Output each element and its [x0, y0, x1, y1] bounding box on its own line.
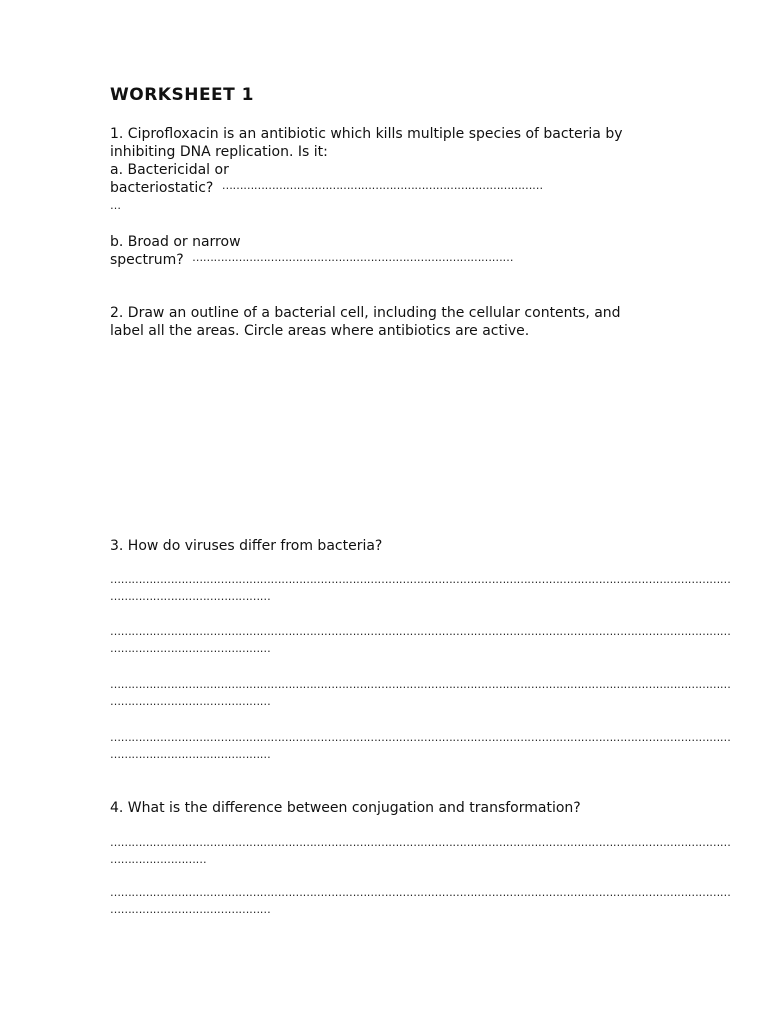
q3-answer-line-3: …………………………………………………………………………………………………………………………………………………………	[110, 678, 731, 691]
q4-answer-line-2-tail: ………………………………………	[110, 903, 271, 916]
q2-text-line-2: label all the areas. Circle areas where antibiotics are active.	[110, 323, 530, 339]
q1a-answer-row	[110, 179, 650, 197]
q3-answer-line-4: …………………………………………………………………………………………………………………………………………………………	[110, 731, 731, 744]
q1-text-line-2: inhibiting DNA replication. Is it:	[110, 144, 328, 160]
q1a-answer-line-tail: …	[110, 199, 121, 212]
q1a-answer-line: ………………………………………………………………………………	[221, 179, 543, 192]
q1b-answer-line: ………………………………………………………………………………	[192, 251, 514, 264]
q2-text-line-1: 2. Draw an outline of a bacterial cell, including the cellular contents, and	[110, 305, 621, 321]
q4-answer-line-2: …………………………………………………………………………………………………………………………………………………………	[110, 886, 731, 899]
q3-answer-line-2-tail: ………………………………………	[110, 642, 271, 655]
q3-answer-line-1-tail: ………………………………………	[110, 590, 271, 603]
q1a-option-text: a. Bactericidal or	[110, 162, 229, 178]
q3-answer-line-4-tail: ………………………………………	[110, 748, 271, 761]
q1b-answer-row	[110, 251, 650, 269]
q3-answer-line-3-tail: ………………………………………	[110, 695, 271, 708]
q4-answer-line-1-tail: ………………………	[110, 853, 207, 866]
q1a-label: bacteriostatic?	[110, 180, 214, 196]
q3-prompt: 3. How do viruses differ from bacteria?	[110, 538, 383, 554]
q1-text-line-1: 1. Ciprofloxacin is an antibiotic which kills multiple species of bacteria by	[110, 126, 623, 142]
worksheet-title: WORKSHEET 1	[110, 85, 255, 105]
q1b-option-text: b. Broad or narrow	[110, 234, 241, 250]
q1b-label: spectrum?	[110, 252, 184, 268]
q3-answer-line-2: …………………………………………………………………………………………………………………………………………………………	[110, 625, 731, 638]
q4-prompt: 4. What is the difference between conjugation and transformation?	[110, 800, 581, 816]
q2-drawing-area	[110, 350, 656, 520]
q4-answer-line-1: …………………………………………………………………………………………………………………………………………………………	[110, 836, 731, 849]
q3-answer-line-1: …………………………………………………………………………………………………………………………………………………………	[110, 573, 731, 586]
